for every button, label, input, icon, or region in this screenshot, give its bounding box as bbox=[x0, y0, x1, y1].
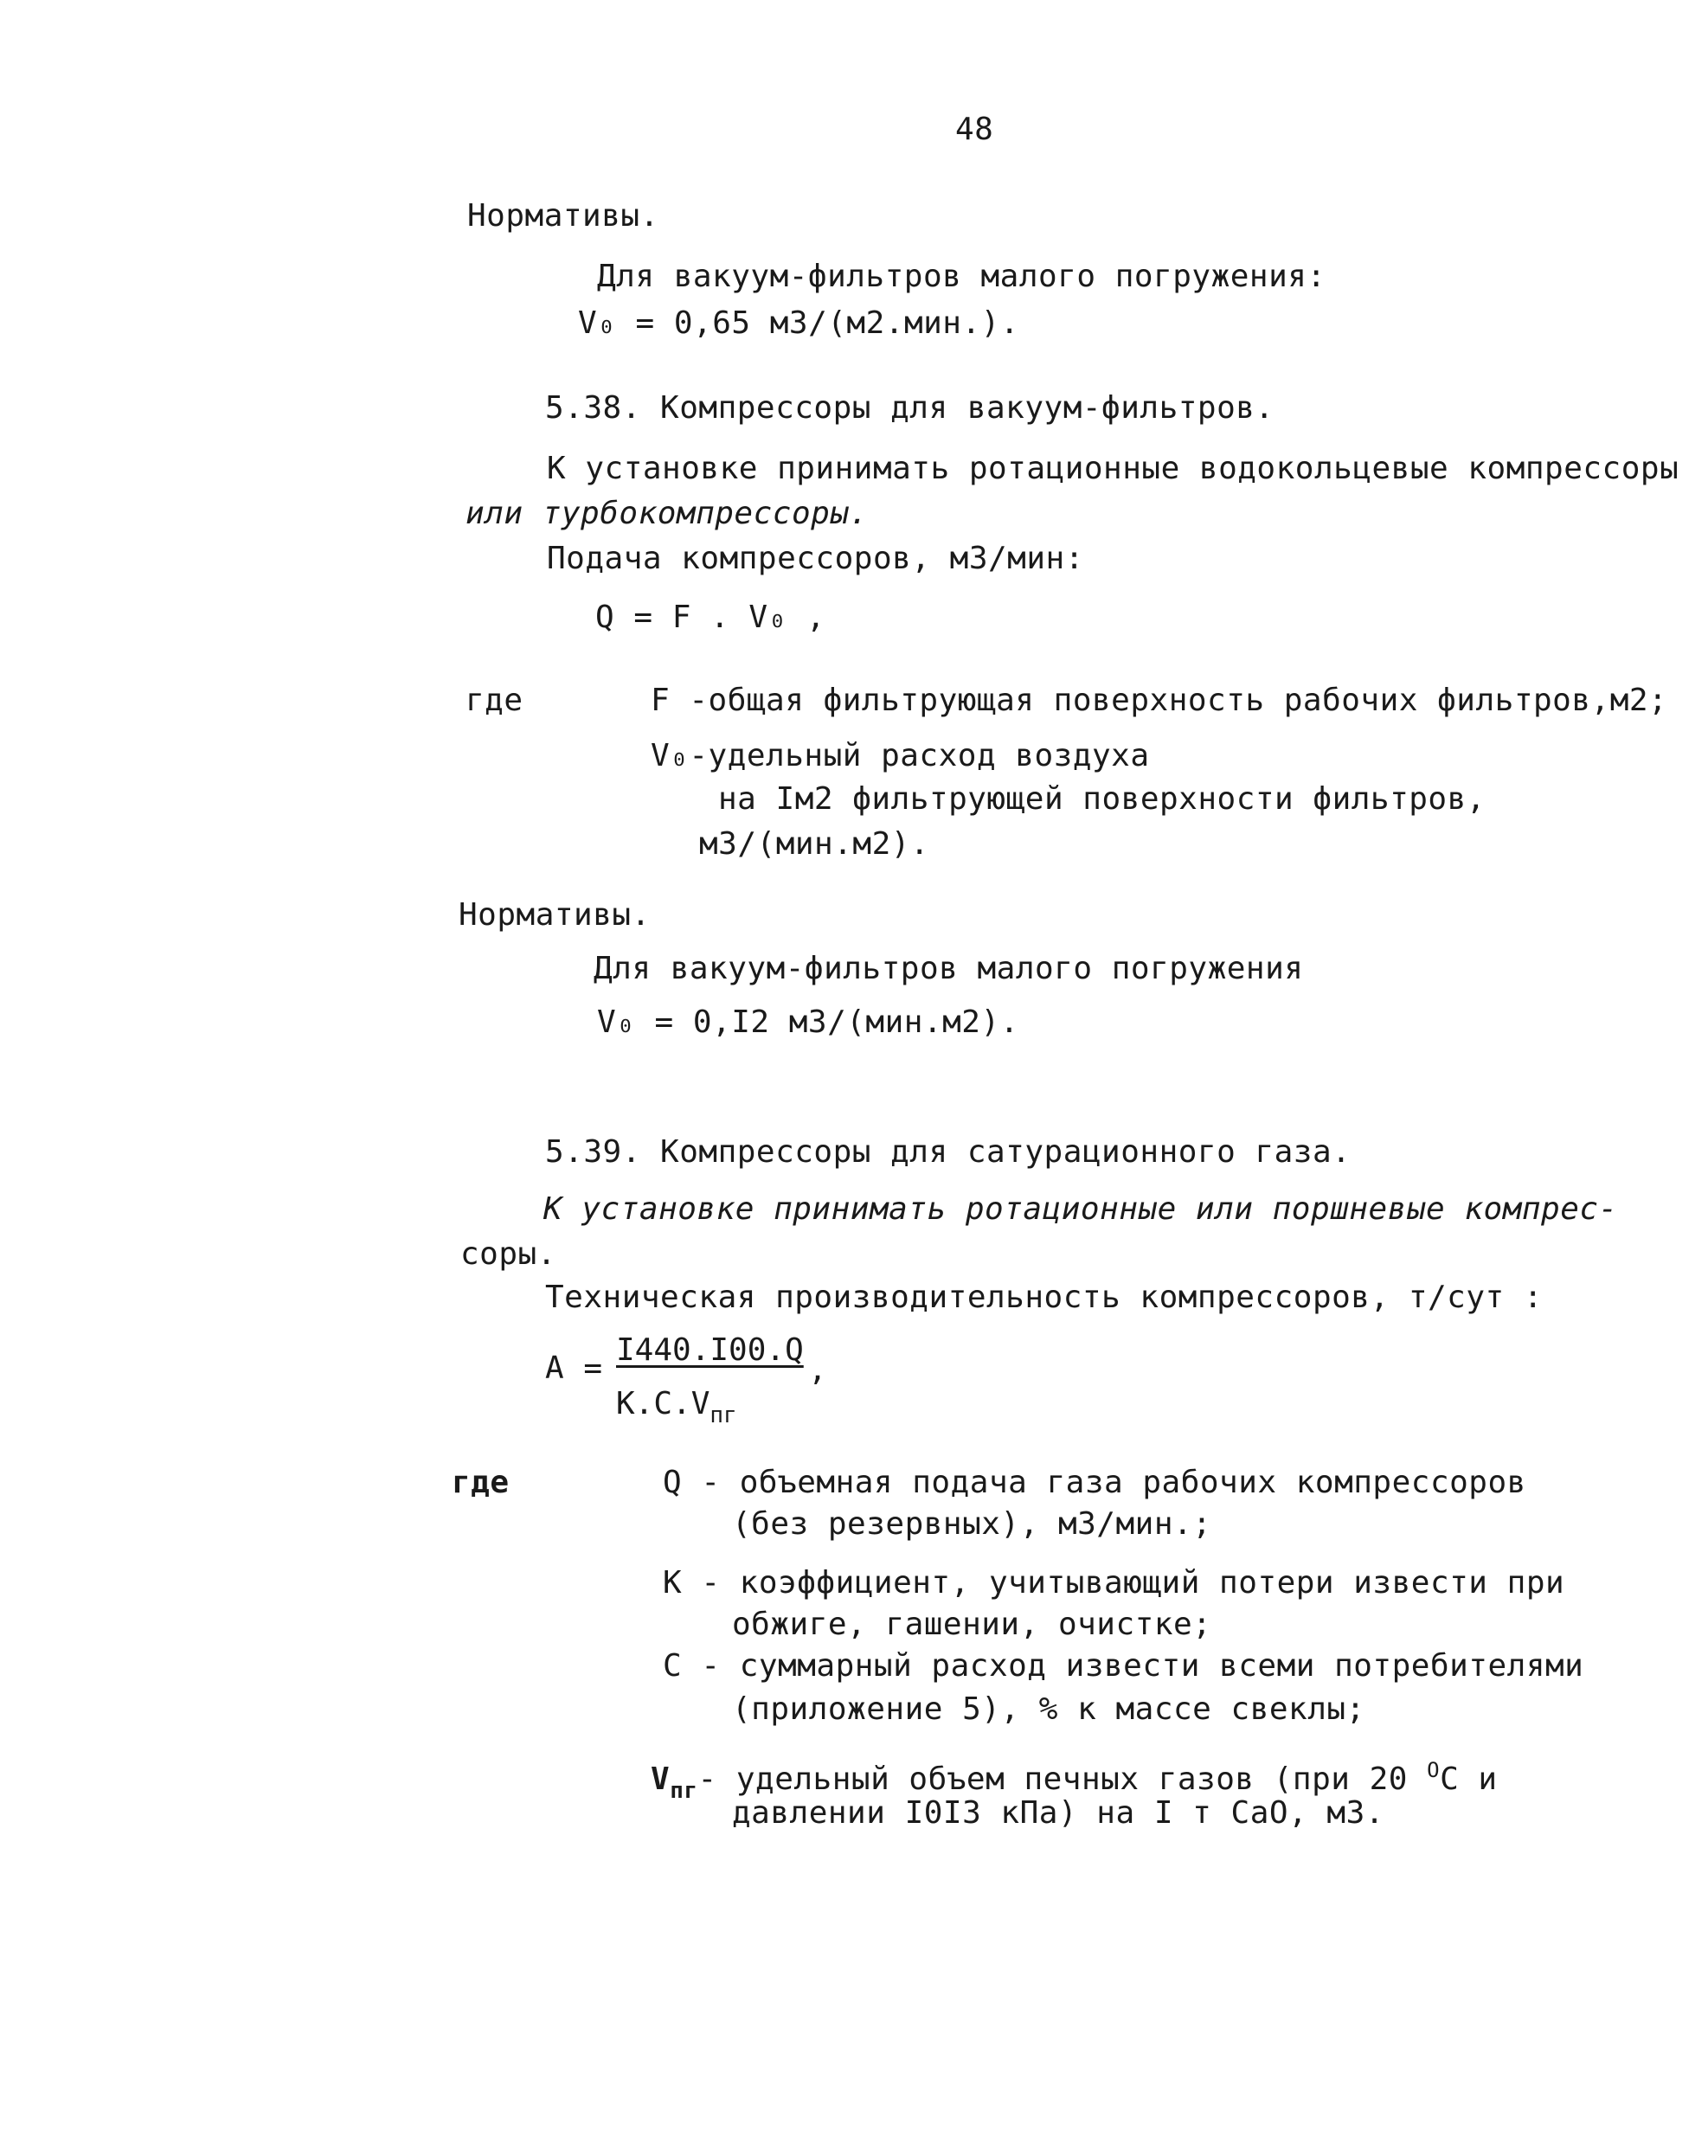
page-number: 48 bbox=[955, 112, 994, 147]
definition-V0-line3: м3/(мин.м2). bbox=[699, 826, 930, 862]
section-538-title: 5.38. Компрессоры для вакуум-фильтров. bbox=[545, 390, 1275, 426]
section-539-capacity-label: Техническая производительность компрессоров, т/сут : bbox=[545, 1280, 1544, 1315]
definition-C-line2: (приложение 5), % к массе свеклы; bbox=[732, 1691, 1365, 1727]
section-538-para-line2: или турбокомпрессоры. bbox=[466, 496, 869, 531]
definition-Q-line1: Q - объемная подача газа рабочих компрессоров bbox=[663, 1465, 1526, 1500]
section-538-supply-label: Подача компрессоров, м3/мин: bbox=[547, 541, 1084, 576]
normatives-1-formula: V₀ = 0,65 м3/(м2.мин.). bbox=[578, 305, 1019, 341]
formula-A-lhs: A = bbox=[545, 1351, 603, 1386]
formula-A-numerator: I440.I00.Q bbox=[616, 1332, 804, 1368]
normatives-2-line: Для вакуум-фильтров малого погружения bbox=[594, 951, 1304, 986]
section-538-para-line1: К установке принимать ротационные водокольцевые компрессоры bbox=[547, 451, 1679, 486]
where-label-2: где bbox=[452, 1465, 510, 1500]
formula-A-fraction bbox=[616, 1332, 841, 1436]
normatives-2-formula: V₀ = 0,I2 м3/(мин.м2). bbox=[597, 1004, 1019, 1040]
definition-K-line2: обжиге, гашении, очистке; bbox=[732, 1607, 1212, 1642]
formula-A-comma: , bbox=[808, 1352, 828, 1388]
definition-Vpg-degree: О bbox=[1427, 1758, 1441, 1782]
definition-F: F -общая фильтрующая поверхность рабочих фильтров,м2; bbox=[651, 683, 1668, 718]
normatives-1-line: Для вакуум-фильтров малого погружения: bbox=[597, 259, 1326, 294]
definition-K-line1: К - коэффициент, учитывающий потери извести при bbox=[663, 1565, 1565, 1601]
section-538-formula: Q = F . V₀ , bbox=[595, 600, 826, 635]
definition-V0-line2: на Iм2 фильтрующей поверхности фильтров, bbox=[718, 781, 1486, 817]
formula-A-denominator bbox=[616, 1386, 737, 1428]
formula-A-den-sub: пг bbox=[710, 1402, 737, 1428]
normatives-heading-2: Нормативы. bbox=[459, 897, 651, 933]
normatives-heading-1: Нормативы. bbox=[467, 198, 659, 234]
section-539-para-line1: К установке принимать ротационные или поршневые компрес- bbox=[543, 1191, 1618, 1227]
definition-Vpg-symbol: V bbox=[651, 1761, 671, 1797]
where-label-1: где bbox=[466, 683, 523, 718]
section-539-title: 5.39. Компрессоры для сатурационного газа. bbox=[545, 1134, 1352, 1170]
definition-Vpg-sub: пг bbox=[670, 1778, 698, 1804]
definition-Vpg-text-a: - удельный объем печных газов (при 20 bbox=[697, 1761, 1428, 1797]
definition-V0-line1: V₀-удельный расход воздуха bbox=[651, 738, 1150, 773]
definition-Vpg-text-b: С и bbox=[1440, 1761, 1498, 1797]
section-539-para-line2: соры. bbox=[460, 1236, 556, 1272]
definition-C-line1: С - суммарный расход извести всеми потребителями bbox=[663, 1648, 1584, 1684]
definition-Vpg-line2: давлении I0I3 кПа) на I т СаО, м3. bbox=[732, 1795, 1384, 1831]
formula-A-den-main: К.С.V bbox=[616, 1386, 710, 1421]
definition-Q-line2: (без резервных), м3/мин.; bbox=[732, 1506, 1212, 1542]
